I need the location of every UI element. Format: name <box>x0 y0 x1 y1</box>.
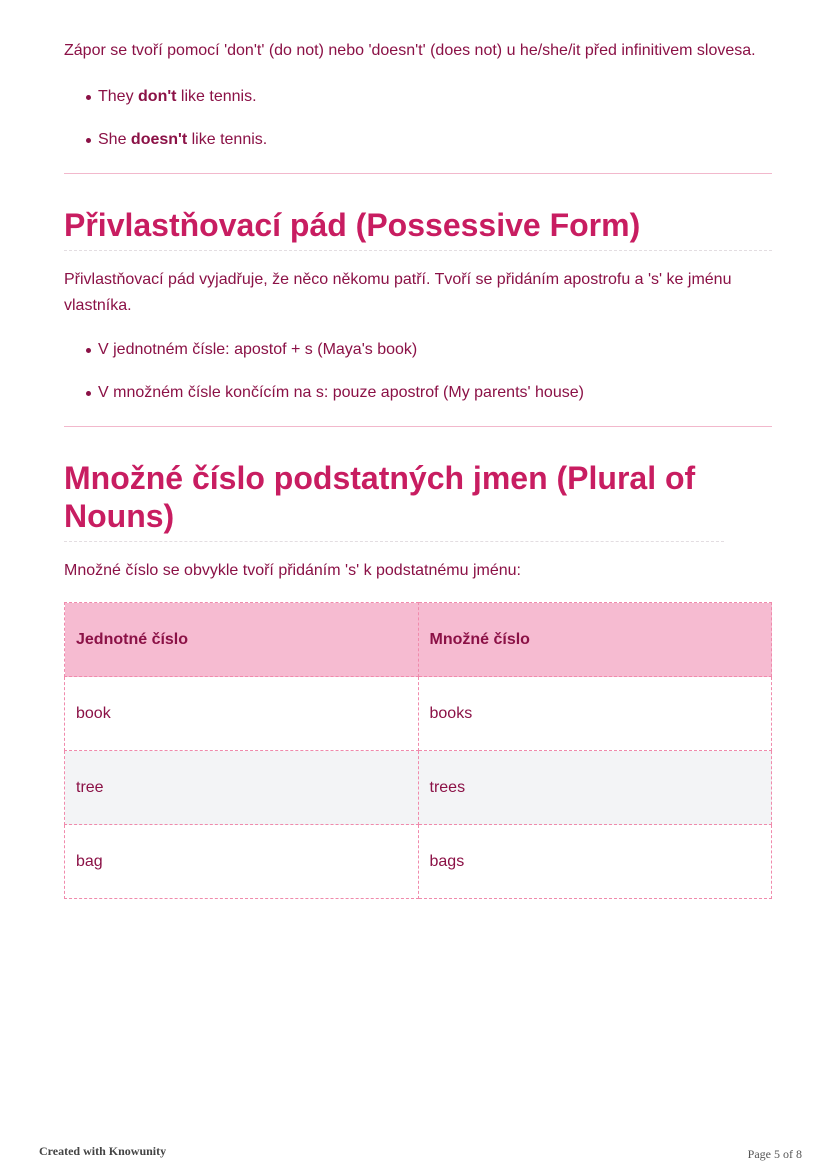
table-header-plural: Množné číslo <box>418 603 772 677</box>
negation-example-1: They don't like tennis. <box>64 84 772 110</box>
negation-intro: Zápor se tvoří pomocí 'don't' (do not) nebo 'doesn't' (does not) u he/she/it před infinitivem slovesa. <box>64 42 756 59</box>
section-divider <box>64 426 772 427</box>
table-cell: books <box>418 677 772 751</box>
table-cell: bag <box>65 825 419 899</box>
table-row <box>65 677 772 751</box>
possessive-rule-2: V množném čísle končícím na s: pouze apostrof (My parents' house) <box>64 380 772 406</box>
possessive-intro: Přivlastňovací pád vyjadřuje, že něco někomu patří. Tvoří se přidáním apostrofu a 's' ke jménu vlastníka. <box>64 271 732 314</box>
plural-intro: Množné číslo se obvykle tvoří přidáním 's' k podstatnému jménu: <box>64 562 521 579</box>
possessive-rule-1: V jednotném čísle: apostof + s (Maya's book) <box>64 337 772 363</box>
table-cell: bags <box>418 825 772 899</box>
table-row <box>65 751 772 825</box>
table-header-row <box>65 603 772 677</box>
plural-heading: Množné číslo podstatných jmen (Plural of Nouns) <box>64 459 724 542</box>
table-cell: book <box>65 677 419 751</box>
section-divider <box>64 173 772 174</box>
plural-table <box>64 602 772 899</box>
page-number: Page 5 of 8 <box>747 1147 802 1161</box>
table-cell: tree <box>65 751 419 825</box>
page-content <box>64 38 772 899</box>
negation-example-2: She doesn't like tennis. <box>64 127 772 153</box>
possessive-heading: Přivlastňovací pád (Possessive Form) <box>64 206 772 251</box>
footer-credit: Created with Knowunity <box>39 1144 167 1158</box>
table-row <box>65 825 772 899</box>
negation-examples <box>64 84 772 153</box>
table-cell: trees <box>418 751 772 825</box>
table-header-singular: Jednotné číslo <box>65 603 419 677</box>
possessive-rules <box>64 337 772 406</box>
